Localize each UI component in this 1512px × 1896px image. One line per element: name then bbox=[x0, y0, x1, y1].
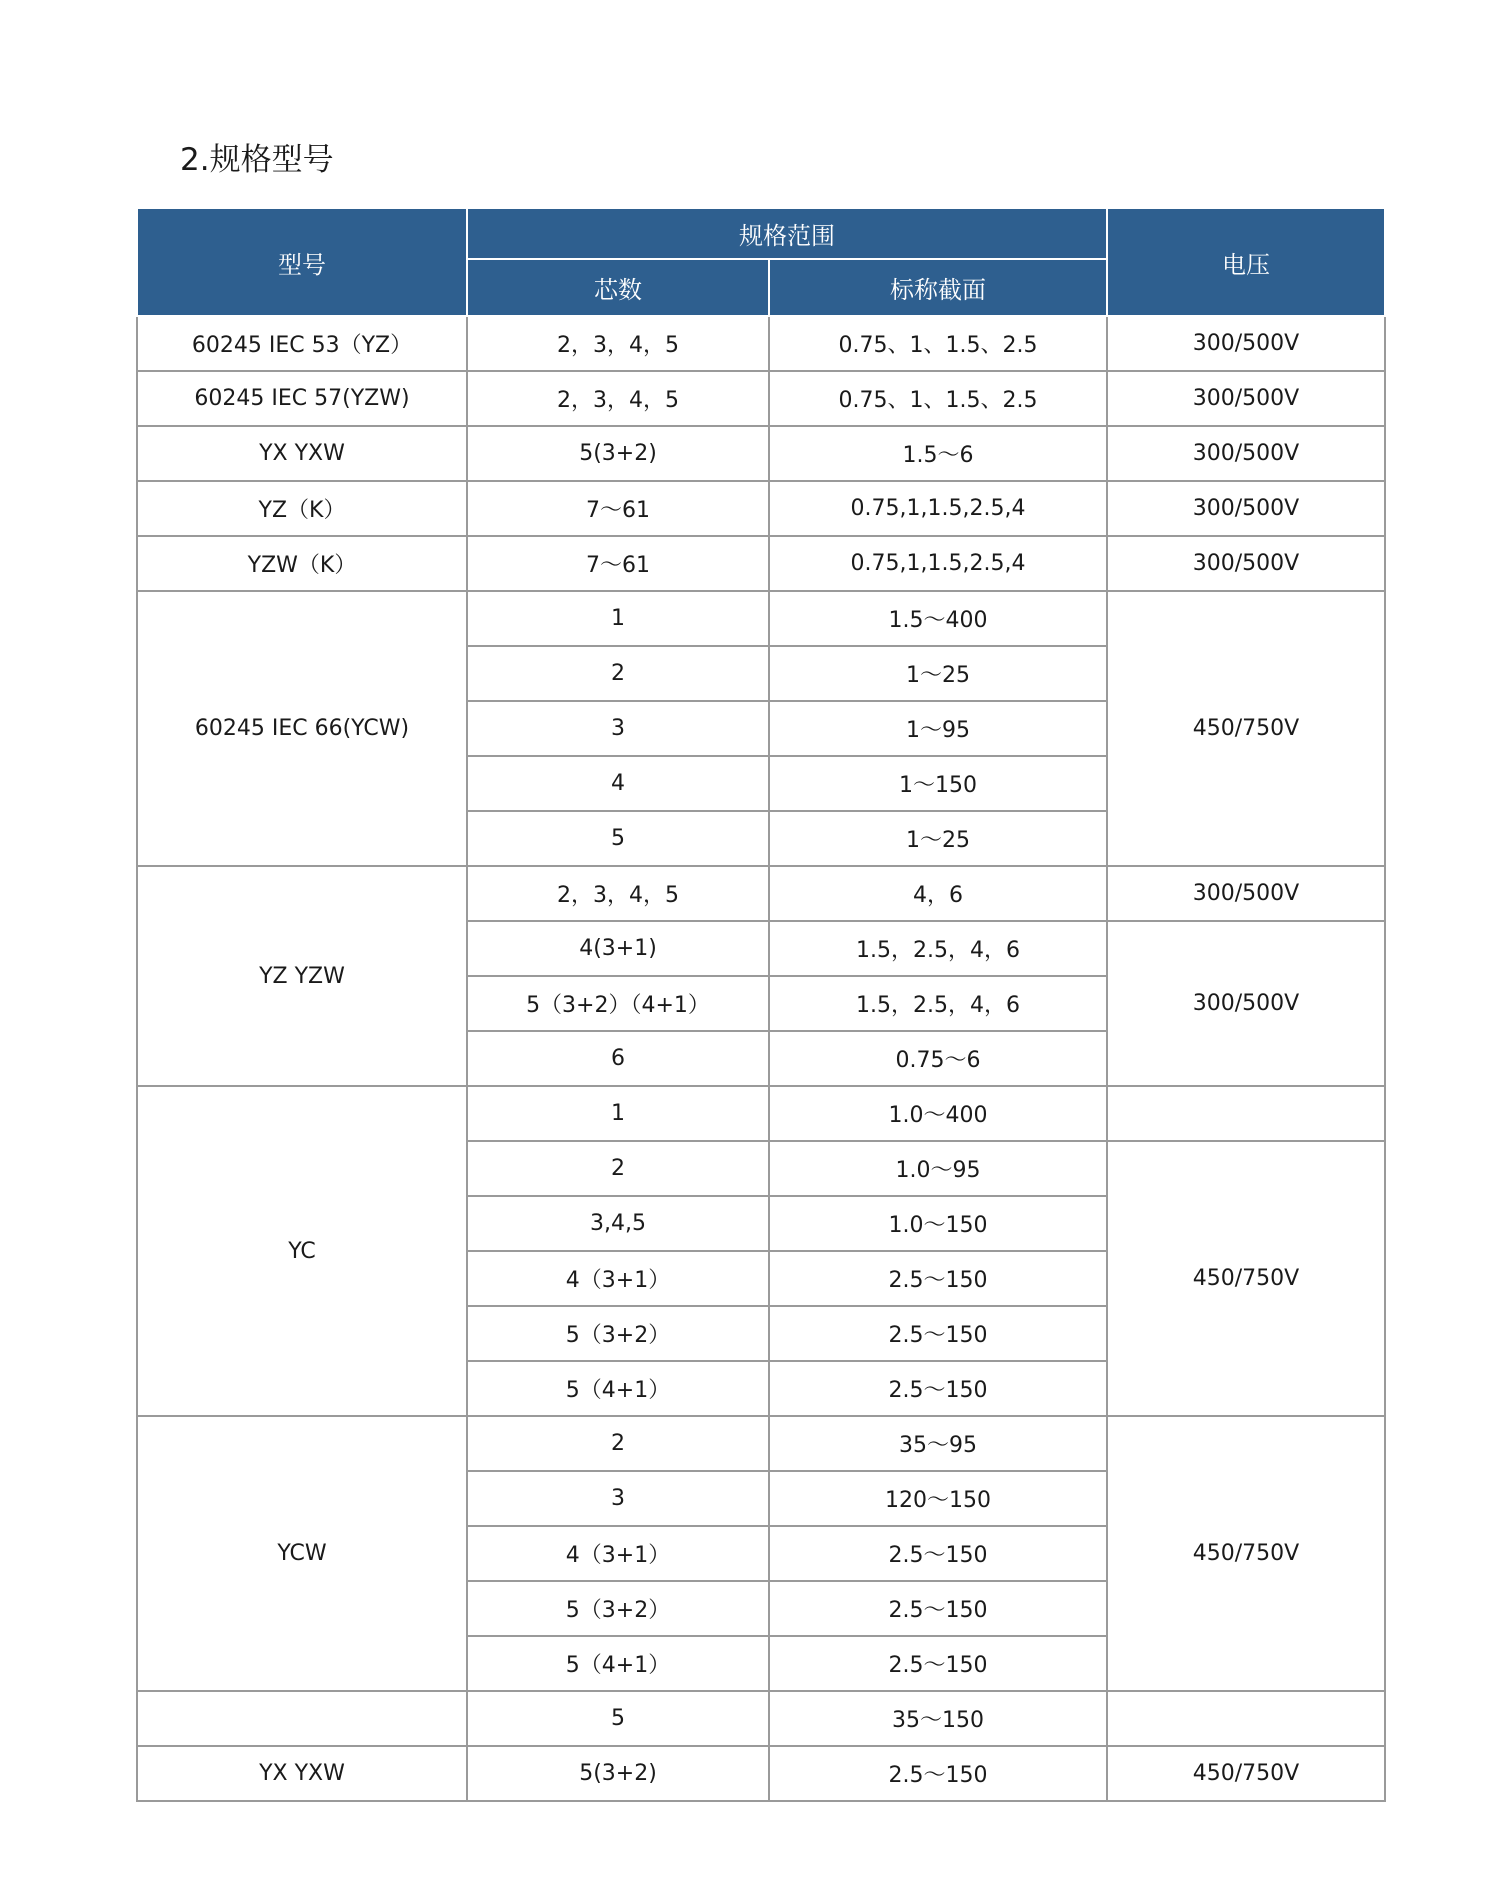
cross-section-cell: 1.5～6 bbox=[769, 426, 1107, 481]
cross-section-cell: 2.5～150 bbox=[769, 1746, 1107, 1801]
voltage-cell: 450/750V bbox=[1107, 1746, 1385, 1801]
cross-section-cell: 1.5，2.5，4，6 bbox=[769, 976, 1107, 1031]
voltage-cell: 300/500V bbox=[1107, 481, 1385, 536]
spec-table bbox=[136, 207, 1386, 1802]
voltage-cell: 300/500V bbox=[1107, 921, 1385, 1086]
cores-cell: 5（3+2） bbox=[467, 1581, 769, 1636]
cores-cell: 5 bbox=[467, 1691, 769, 1746]
cores-cell: 4(3+1) bbox=[467, 921, 769, 976]
table-row bbox=[137, 866, 1385, 921]
table-row bbox=[137, 1086, 1385, 1141]
cross-section-cell: 4，6 bbox=[769, 866, 1107, 921]
cross-section-cell: 35～150 bbox=[769, 1691, 1107, 1746]
cores-cell: 5（4+1） bbox=[467, 1361, 769, 1416]
voltage-cell: 300/500V bbox=[1107, 866, 1385, 921]
voltage-cell: 300/500V bbox=[1107, 426, 1385, 481]
cross-section-cell: 1.0～150 bbox=[769, 1196, 1107, 1251]
table-body bbox=[137, 316, 1385, 1801]
model-cell bbox=[137, 1691, 467, 1746]
cross-section-cell: 1～25 bbox=[769, 811, 1107, 866]
cross-section-cell: 1～25 bbox=[769, 646, 1107, 701]
voltage-cell bbox=[1107, 1691, 1385, 1746]
cross-section-cell: 0.75～6 bbox=[769, 1031, 1107, 1086]
model-cell: 60245 IEC 57(YZW) bbox=[137, 371, 467, 426]
cores-cell: 7～61 bbox=[467, 536, 769, 591]
section-title: 2.规格型号 bbox=[180, 142, 334, 178]
table-row bbox=[137, 1746, 1385, 1801]
model-cell: YC bbox=[137, 1086, 467, 1416]
cross-section-cell: 35～95 bbox=[769, 1416, 1107, 1471]
cross-section-cell: 1～95 bbox=[769, 701, 1107, 756]
cores-cell: 1 bbox=[467, 591, 769, 646]
cores-cell: 5（3+2） bbox=[467, 1306, 769, 1361]
cores-cell: 5 bbox=[467, 811, 769, 866]
cores-cell: 3,4,5 bbox=[467, 1196, 769, 1251]
cross-section-cell: 120～150 bbox=[769, 1471, 1107, 1526]
cross-section-cell: 0.75,1,1.5,2.5,4 bbox=[769, 536, 1107, 591]
header-voltage: 电压 bbox=[1107, 208, 1385, 316]
cores-cell: 5（4+1） bbox=[467, 1636, 769, 1691]
cross-section-cell: 1.5，2.5，4，6 bbox=[769, 921, 1107, 976]
header-cross-section: 标称截面 bbox=[769, 259, 1107, 316]
cores-cell: 5（3+2）（4+1） bbox=[467, 976, 769, 1031]
model-cell: 60245 IEC 53（YZ） bbox=[137, 316, 467, 371]
cross-section-cell: 2.5～150 bbox=[769, 1306, 1107, 1361]
model-cell: YZ YZW bbox=[137, 866, 467, 1086]
model-cell: YCW bbox=[137, 1416, 467, 1691]
cores-cell: 2 bbox=[467, 1141, 769, 1196]
voltage-cell: 450/750V bbox=[1107, 1416, 1385, 1691]
voltage-cell: 450/750V bbox=[1107, 591, 1385, 866]
voltage-cell: 300/500V bbox=[1107, 536, 1385, 591]
header-model: 型号 bbox=[137, 208, 467, 316]
table-row bbox=[137, 591, 1385, 646]
cores-cell: 2 bbox=[467, 1416, 769, 1471]
cross-section-cell: 1.0～400 bbox=[769, 1086, 1107, 1141]
voltage-cell: 300/500V bbox=[1107, 371, 1385, 426]
model-cell: YZ（K） bbox=[137, 481, 467, 536]
cores-cell: 4 bbox=[467, 756, 769, 811]
cores-cell: 3 bbox=[467, 701, 769, 756]
cores-cell: 5(3+2) bbox=[467, 426, 769, 481]
table-row bbox=[137, 371, 1385, 426]
cores-cell: 4（3+1） bbox=[467, 1251, 769, 1306]
voltage-cell bbox=[1107, 1086, 1385, 1141]
cross-section-cell: 2.5～150 bbox=[769, 1581, 1107, 1636]
table-row bbox=[137, 481, 1385, 536]
cross-section-cell: 0.75、1、1.5、2.5 bbox=[769, 371, 1107, 426]
cross-section-cell: 1.5～400 bbox=[769, 591, 1107, 646]
table-row bbox=[137, 536, 1385, 591]
cross-section-cell: 2.5～150 bbox=[769, 1251, 1107, 1306]
model-cell: 60245 IEC 66(YCW) bbox=[137, 591, 467, 866]
cross-section-cell: 2.5～150 bbox=[769, 1636, 1107, 1691]
table-row bbox=[137, 316, 1385, 371]
model-cell: YZW（K） bbox=[137, 536, 467, 591]
table-header bbox=[137, 208, 1385, 316]
table-row bbox=[137, 1691, 1385, 1746]
cross-section-cell: 0.75,1,1.5,2.5,4 bbox=[769, 481, 1107, 536]
cross-section-cell: 2.5～150 bbox=[769, 1361, 1107, 1416]
cores-cell: 2，3，4，5 bbox=[467, 316, 769, 371]
cores-cell: 2 bbox=[467, 646, 769, 701]
cores-cell: 4（3+1） bbox=[467, 1526, 769, 1581]
cores-cell: 2，3，4，5 bbox=[467, 866, 769, 921]
header-spec-range: 规格范围 bbox=[467, 208, 1107, 259]
cores-cell: 5(3+2) bbox=[467, 1746, 769, 1801]
model-cell: YX YXW bbox=[137, 1746, 467, 1801]
header-cores: 芯数 bbox=[467, 259, 769, 316]
cores-cell: 7～61 bbox=[467, 481, 769, 536]
cross-section-cell: 1～150 bbox=[769, 756, 1107, 811]
cores-cell: 1 bbox=[467, 1086, 769, 1141]
cross-section-cell: 2.5～150 bbox=[769, 1526, 1107, 1581]
model-cell: YX YXW bbox=[137, 426, 467, 481]
cores-cell: 2，3，4，5 bbox=[467, 371, 769, 426]
cores-cell: 6 bbox=[467, 1031, 769, 1086]
cores-cell: 3 bbox=[467, 1471, 769, 1526]
voltage-cell: 300/500V bbox=[1107, 316, 1385, 371]
table-row bbox=[137, 1416, 1385, 1471]
table-row bbox=[137, 426, 1385, 481]
cross-section-cell: 0.75、1、1.5、2.5 bbox=[769, 316, 1107, 371]
cross-section-cell: 1.0～95 bbox=[769, 1141, 1107, 1196]
voltage-cell: 450/750V bbox=[1107, 1141, 1385, 1416]
